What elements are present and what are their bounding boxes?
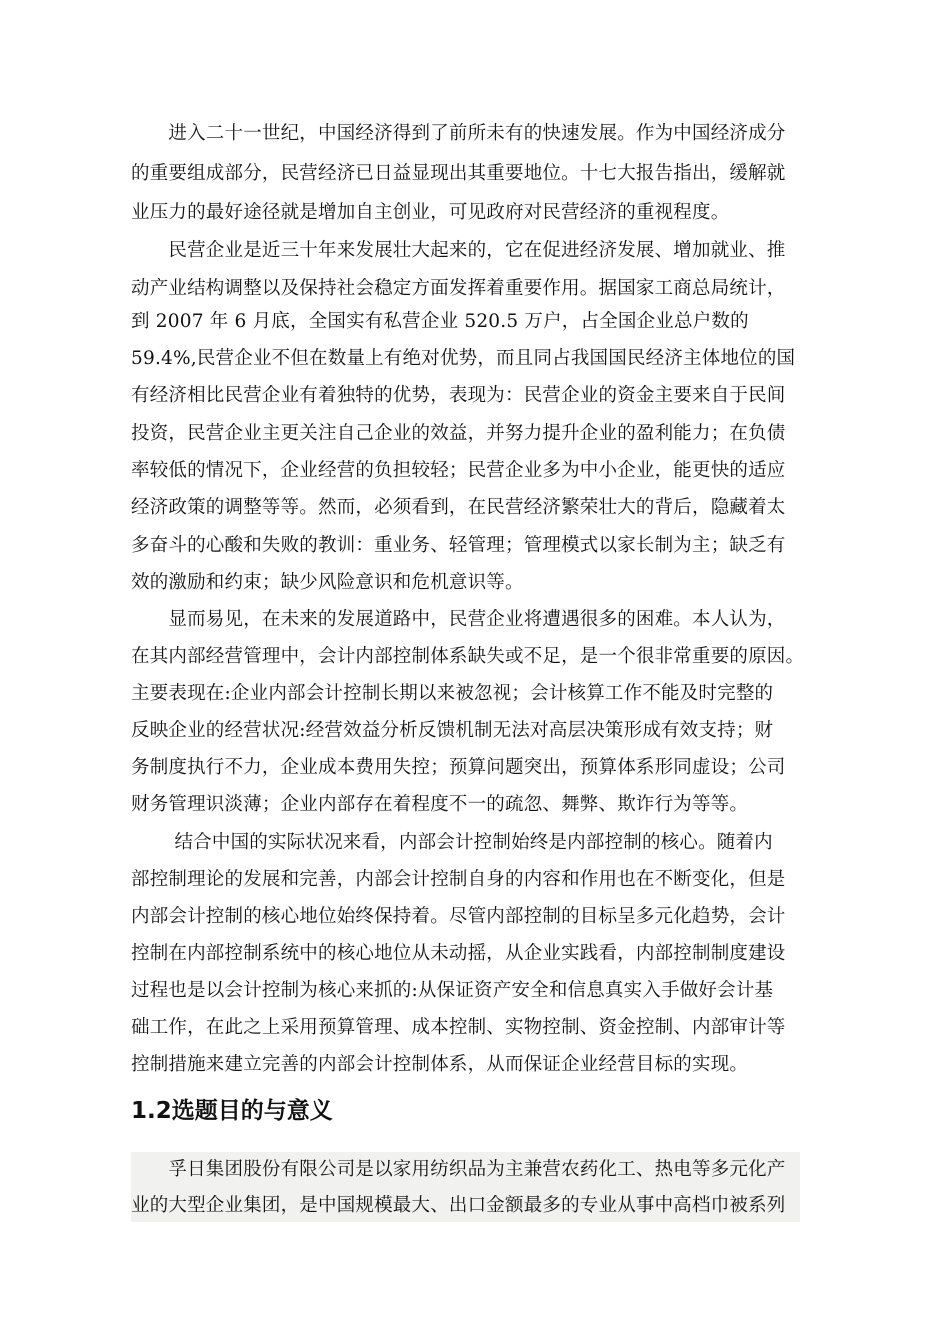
text-line: 多奋斗的心酸和失败的教训：重业务、轻管理；管理模式以家长制为主；缺乏有 <box>131 535 786 556</box>
text-line: 础工作，在此之上采用预算管理、成本控制、实物控制、资金控制、内部审计等 <box>131 1017 786 1038</box>
text-line: 显而易见，在未来的发展道路中，民营企业将遭遇很多的困难。本人认为， <box>131 609 786 630</box>
text-line: 业的大型企业集团，是中国规模最大、出口金额最多的专业从事中高档巾被系列 <box>131 1195 786 1216</box>
text-line: 部控制理论的发展和完善，内部会计控制自身的内容和作用也在不断变化，但是 <box>131 869 786 890</box>
text-line: 民营企业是近三十年来发展壮大起来的，它在促进经济发展、增加就业、推 <box>131 240 786 261</box>
text-line: 孚日集团股份有限公司是以家用纺织品为主兼营农药化工、热电等多元化产 <box>131 1159 786 1180</box>
text-line: 业压力的最好途径就是增加自主创业，可见政府对民营经济的重视程度。 <box>131 202 730 223</box>
text-line: 过程也是以会计控制为核心来抓的:从保证资产安全和信息真实入手做好会计基 <box>131 980 774 1001</box>
text-line: 内部会计控制的核心地位始终保持着。尽管内部控制的目标呈多元化趋势，会计 <box>131 906 786 927</box>
text-line: 率较低的情况下，企业经营的负担较轻；民营企业多为中小企业，能更快的适应 <box>131 460 786 481</box>
text-line: 在其内部经营管理中，会计内部控制体系缺失或不足，是一个很非常重要的原因。 <box>131 646 805 667</box>
section-heading: 1.2选题目的与意义 <box>131 1098 333 1124</box>
text-line: 动产业结构调整以及保持社会稳定方面发挥着重要作用。据国家工商总局统计， <box>131 278 786 299</box>
text-line: 的重要组成部分，民营经济已日益显现出其重要地位。十七大报告指出，缓解就 <box>131 163 786 184</box>
text-line: 主要表现在:企业内部会计控制长期以来被忽视；会计核算工作不能及时完整的 <box>131 683 774 704</box>
text-line: 投资，民营企业主更关注自己企业的效益，并努力提升企业的盈利能力；在负债 <box>131 423 786 444</box>
text-line: 有经济相比民营企业有着独特的优势，表现为：民营企业的资金主要来自于民间 <box>131 385 786 406</box>
text-line: 控制措施来建立完善的内部会计控制体系，从而保证企业经营目标的实现。 <box>131 1054 749 1075</box>
text-line: 务制度执行不力，企业成本费用失控；预算问题突出，预算体系形同虚设；公司 <box>131 757 786 778</box>
text-line: 财务管理识淡薄；企业内部存在着程度不一的疏忽、舞弊、欺诈行为等等。 <box>131 794 749 815</box>
text-line: 反映企业的经营状况:经营效益分析反馈机制无法对高层决策形成有效支持；财 <box>131 720 774 741</box>
text-line: 59.4%,民营企业不但在数量上有绝对优势，而且同占我国国民经济主体地位的国 <box>131 348 796 369</box>
text-line: 到 2007 年 6 月底，全国实有私营企业 520.5 万户，占全国企业总户数的 <box>131 311 749 332</box>
text-line: 经济政策的调整等等。然而，必须看到，在民营经济繁荣壮大的背后，隐藏着太 <box>131 497 786 518</box>
text-line: 进入二十一世纪，中国经济得到了前所未有的快速发展。作为中国经济成分 <box>131 123 786 144</box>
text-line: 控制在内部控制系统中的核心地位从未动摇，从企业实践看，内部控制制度建设 <box>131 943 786 964</box>
text-line: 结合中国的实际状况来看，内部会计控制始终是内部控制的核心。随着内 <box>131 832 773 853</box>
text-line: 效的激励和约束；缺少风险意识和危机意识等。 <box>131 572 524 593</box>
